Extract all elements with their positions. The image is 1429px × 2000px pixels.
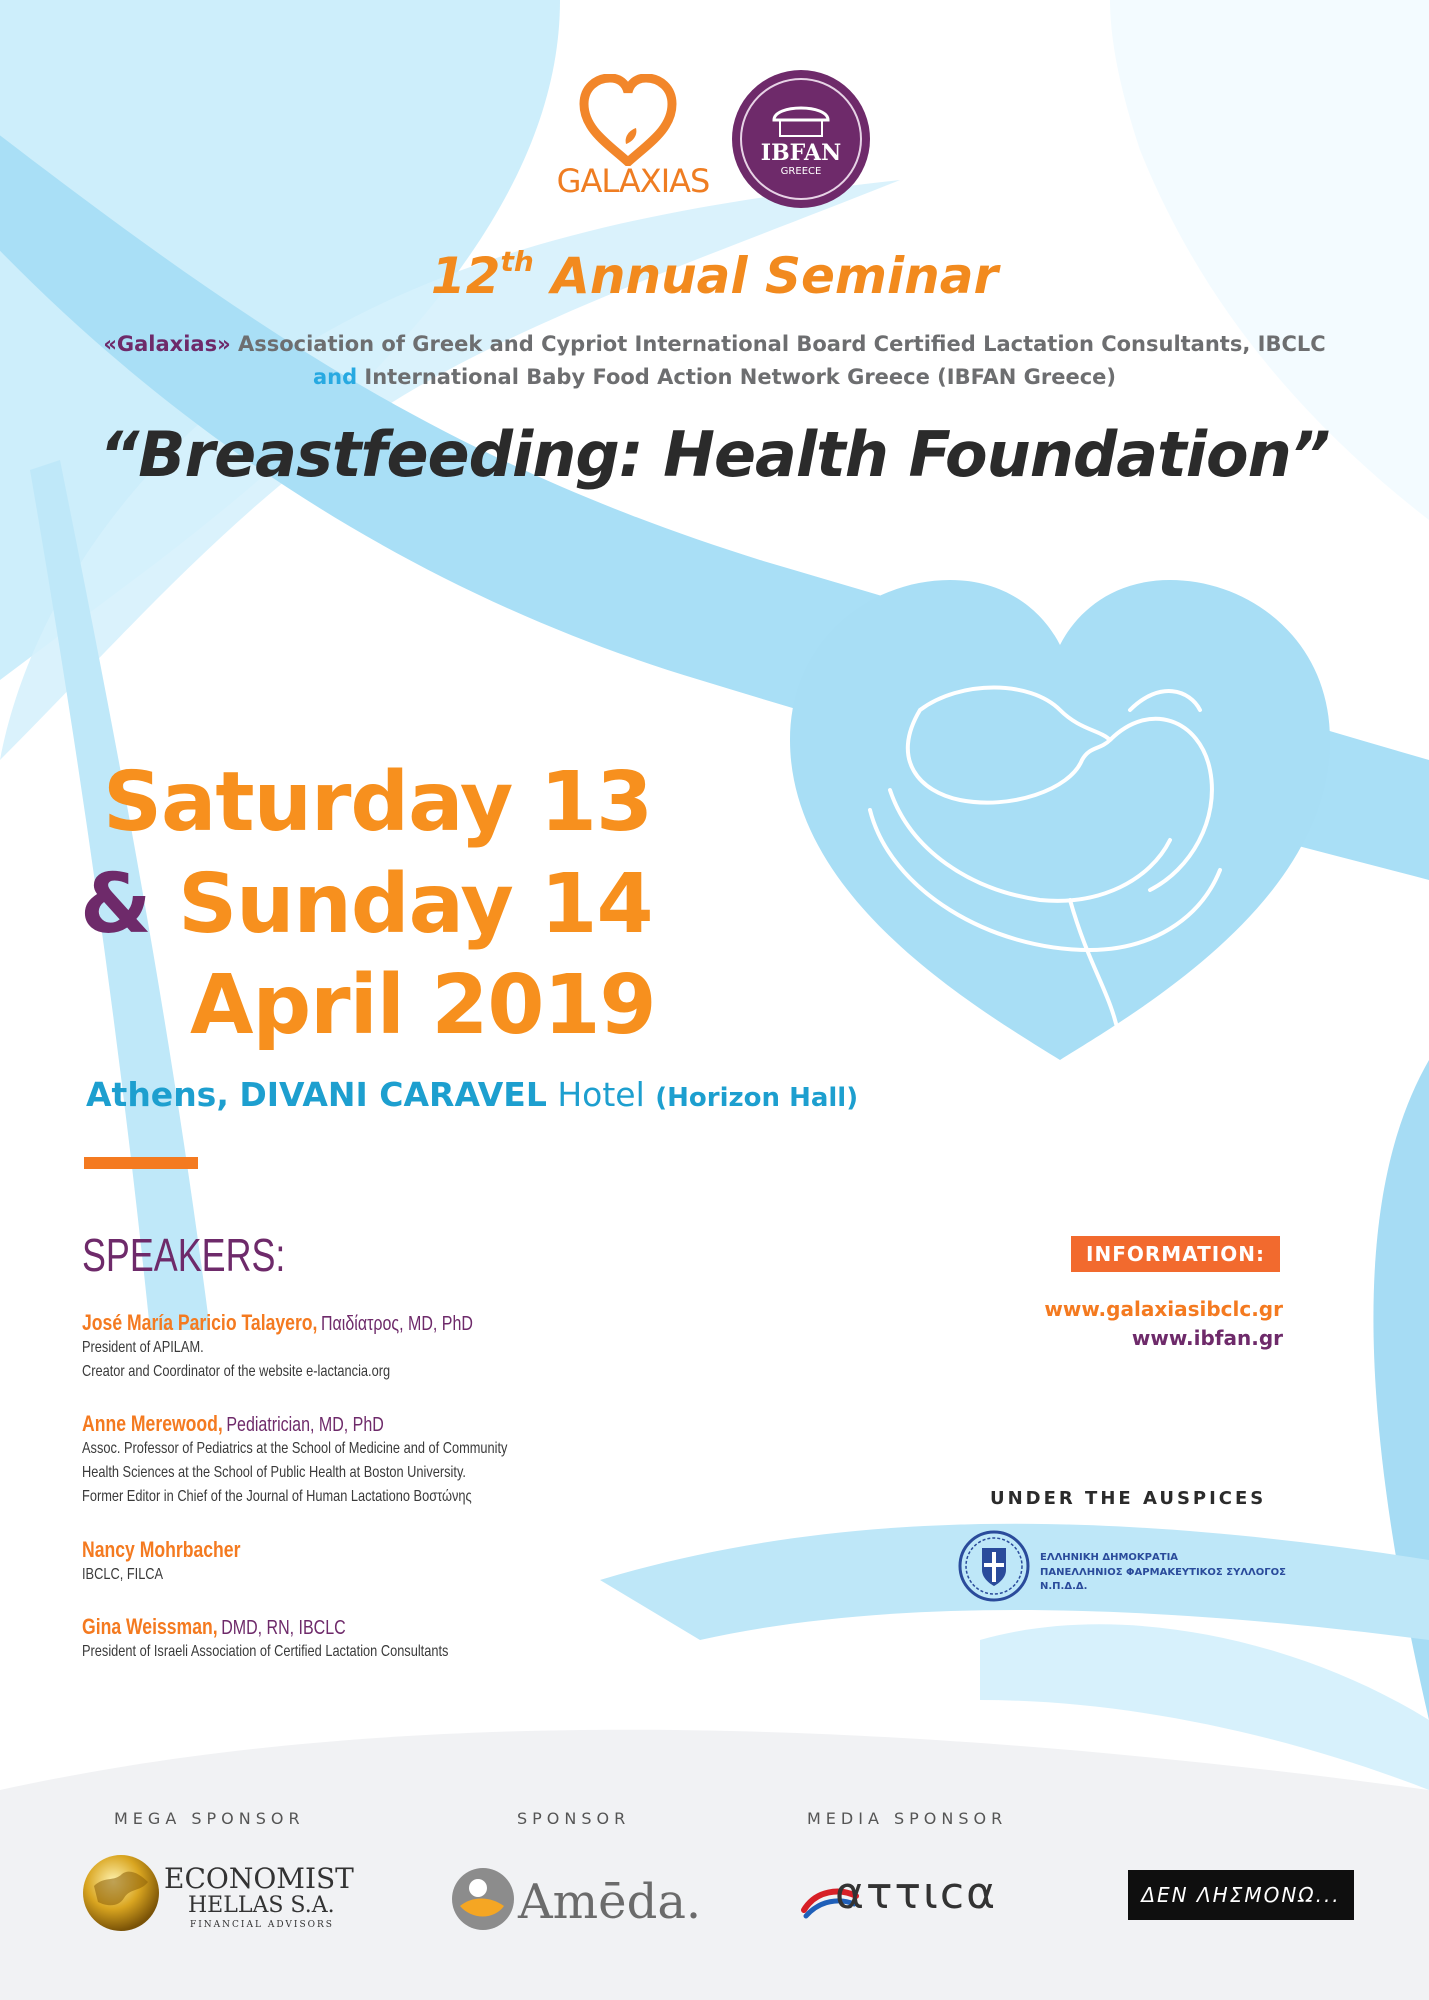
venue	[86, 1075, 858, 1114]
galaxias-name: «Galaxias»	[103, 332, 231, 356]
speaker-name: Nancy Mohrbacher	[82, 1537, 241, 1562]
venue-hall: (Horizon Hall)	[655, 1083, 859, 1113]
auspices-line-2: ΠΑΝΕΛΛΗΝΙΟΣ ΦΑΡΜΑΚΕΥΤΙΚΟΣ ΣΥΛΛΟΓΟΣ	[1040, 1567, 1287, 1578]
globe-icon	[80, 1852, 162, 1934]
ibfan-logo-sub: GREECE	[780, 166, 822, 177]
galaxias-heart-icon	[578, 74, 678, 166]
den-lismono-logo: ΔΕΝ ΛΗΣΜΟΝΩ...	[1128, 1870, 1354, 1920]
speaker-detail: Health Sciences at the School of Public Health at Boston University.	[82, 1464, 466, 1481]
main-title: “Breastfeeding: Health Foundation”	[99, 418, 1330, 491]
auspices-line-1: ΕΛΛΗΝΙΚΗ ΔΗΜΟΚΡΑΤΙΑ	[1040, 1552, 1179, 1563]
ameda-logo-text: Amēda.	[518, 1874, 702, 1930]
organizer-line-2-text: International Baby Food Action Network Greece (IBFAN Greece)	[364, 365, 1117, 389]
auspices-line-3: Ν.Π.Δ.Δ.	[1040, 1581, 1088, 1592]
speaker-title: DMD, RN, IBCLC	[221, 1617, 346, 1639]
economist-tagline: FINANCIAL ADVISORS	[190, 1920, 334, 1930]
speaker-4	[82, 1614, 448, 1664]
and-word: and	[312, 365, 358, 389]
organizer-line-1-text: Association of Greek and Cypriot International Board Certified Lactation Consultants, IBCLC	[237, 332, 1326, 356]
economist-hellas: HELLAS S.A.	[188, 1893, 335, 1918]
ibfan-website-link[interactable]: www.ibfan.gr	[1131, 1326, 1283, 1350]
ibfan-logo-text: IBFAN	[760, 140, 842, 166]
ampersand: &	[80, 857, 151, 952]
speaker-3	[82, 1537, 240, 1587]
speaker-name: Gina Weissman,	[82, 1614, 218, 1639]
economist-logo-text	[164, 1862, 354, 1930]
ameda-icon	[450, 1866, 516, 1932]
media-sponsor-label: MEDIA SPONSOR	[807, 1809, 1008, 1828]
speaker-title: Pediatrician, MD, PhD	[226, 1414, 384, 1436]
speaker-1	[82, 1310, 473, 1384]
seminar-text: Annual Seminar	[551, 247, 999, 305]
venue-hotel-name: DIVANI CARAVEL	[239, 1075, 547, 1114]
divider-bar	[84, 1157, 198, 1169]
sponsor-label: SPONSOR	[517, 1809, 631, 1828]
speaker-name: Anne Merewood,	[82, 1411, 223, 1436]
speakers-heading: SPEAKERS:	[82, 1229, 286, 1281]
speaker-detail: Assoc. Professor of Pediatrics at the School of Medicine and of Community	[82, 1440, 508, 1457]
greek-emblem-icon	[958, 1530, 1030, 1602]
organizer-line-2	[0, 365, 1429, 389]
information-badge: INFORMATION:	[1071, 1236, 1280, 1272]
heart-breastfeeding-icon	[770, 570, 1350, 1070]
seminar-number: 12	[430, 247, 501, 305]
date-month-year: April 2019	[190, 958, 656, 1053]
galaxias-brand-name: GALAXIAS	[556, 162, 710, 200]
speaker-detail: President of Israeli Association of Certified Lactation Consultants	[82, 1643, 449, 1660]
speaker-name: José María Paricio Talayero,	[82, 1310, 318, 1335]
speaker-detail: President of APILAM.	[82, 1339, 204, 1356]
speaker-2	[82, 1411, 507, 1509]
date-sunday: Sunday 14	[178, 857, 653, 952]
ibfan-seal-icon	[730, 68, 872, 210]
auspices-heading: UNDER THE AUSPICES	[990, 1488, 1267, 1509]
seminar-suffix: th	[500, 245, 534, 278]
economist-name: ECONOMIST	[164, 1862, 354, 1895]
organizer-line-1	[0, 332, 1429, 356]
date-sunday-line	[80, 857, 653, 952]
venue-hotel-word: Hotel	[557, 1075, 645, 1114]
galaxias-website-link[interactable]: www.galaxiasibclc.gr	[1044, 1297, 1283, 1321]
mega-sponsor-label: MEGA SPONSOR	[114, 1809, 305, 1828]
venue-city: Athens,	[86, 1075, 229, 1114]
seminar-heading	[0, 245, 1429, 305]
speaker-detail: Former Editor in Chief of the Journal of Human Lactationο Βοστώνης	[82, 1488, 472, 1505]
speaker-detail: Creator and Coordinator of the website e-lactancia.org	[82, 1363, 391, 1380]
attica-logo-text: αττιcα	[835, 1868, 998, 1919]
date-saturday: Saturday 13	[103, 755, 653, 850]
speaker-title: Παιδίατρος, MD, PhD	[321, 1313, 473, 1335]
speaker-detail: IBCLC, FILCA	[82, 1566, 164, 1583]
